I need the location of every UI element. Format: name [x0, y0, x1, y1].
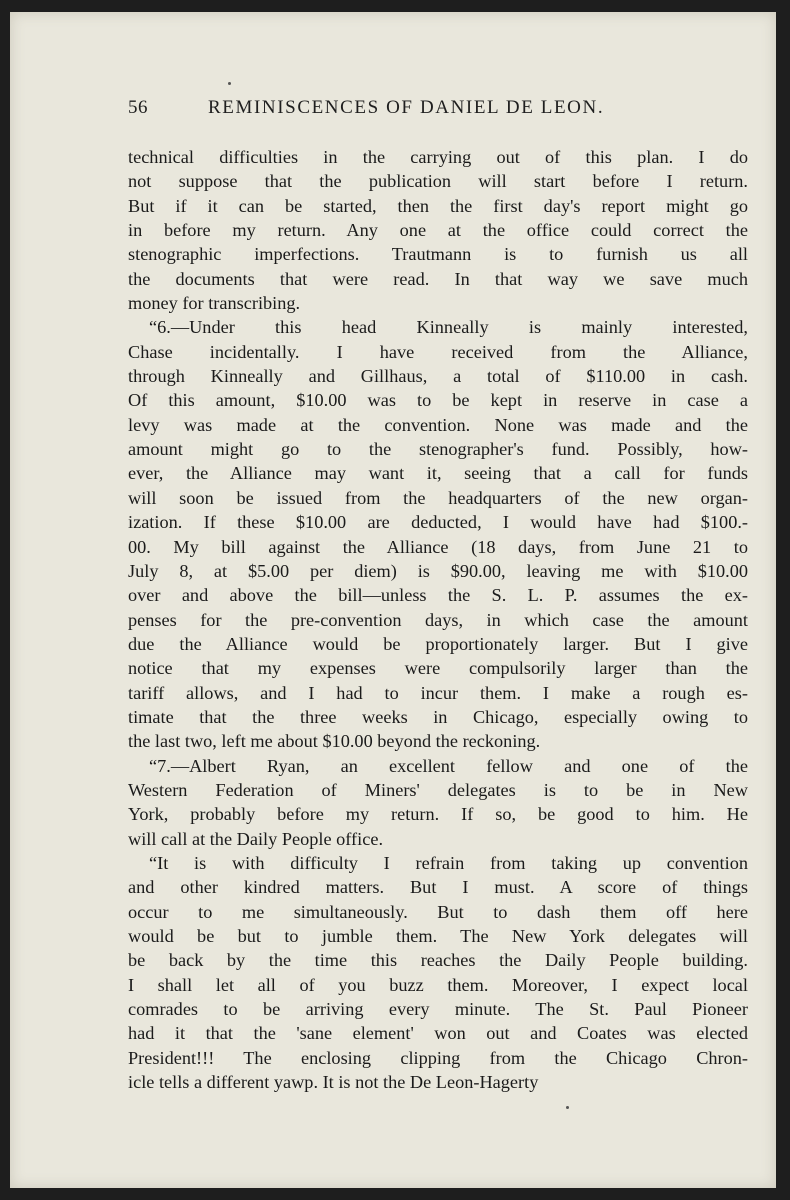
- text-line: will call at the Daily People office.: [128, 828, 384, 849]
- text-line: Chase incidentally. I have received from the Alliance,: [128, 341, 748, 362]
- text-line: But if it can be started, then the first day's report might go: [128, 195, 748, 216]
- text-line: penses for the pre-convention days, in which case the amount: [128, 609, 748, 630]
- text-line: Western Federation of Miners' delegates is to be in New: [128, 779, 748, 800]
- text-line: tariff allows, and I had to incur them. I make a rough es-: [128, 682, 748, 703]
- running-head: REMINISCENCES OF DANIEL DE LEON.: [208, 97, 605, 118]
- text-line: timate that the three weeks in Chicago, especially owing to: [128, 706, 748, 727]
- text-line: money for transcribing.: [128, 293, 301, 314]
- text-line: 00. My bill against the Alliance (18 days, from June 21 to: [128, 536, 748, 557]
- text-line: had it that the 'sane element' won out and Coates was elected: [128, 1023, 748, 1044]
- ink-speck: [566, 1106, 569, 1109]
- text-line: icle tells a different yawp. It is not the De Leon-Hagerty: [128, 1072, 539, 1093]
- text-line: due the Alliance would be proportionately larger. But I give: [128, 633, 748, 654]
- text-line: be back by the time this reaches the Daily People building.: [128, 950, 748, 971]
- text-line: occur to me simultaneously. But to dash them off here: [128, 901, 748, 922]
- paragraph: [128, 754, 748, 851]
- text-line: July 8, at $5.00 per diem) is $90.00, leaving me with $10.00: [128, 560, 748, 581]
- page-header: [114, 97, 674, 137]
- text-line: notice that my expenses were compulsorily larger than the: [128, 658, 748, 679]
- text-line: and other kindred matters. But I must. A score of things: [128, 877, 748, 898]
- text-line: the documents that were read. In that way we save much: [128, 268, 748, 289]
- text-line: over and above the bill—unless the S. L. P. assumes the ex-: [128, 585, 748, 606]
- text-line: I shall let all of you buzz them. Moreover, I expect local: [128, 974, 748, 995]
- text-line: through Kinneally and Gillhaus, a total of $110.00 in cash.: [128, 366, 748, 387]
- page-number: 56: [128, 97, 148, 118]
- text-line: the last two, left me about $10.00 beyond the reckoning.: [128, 731, 541, 752]
- text-line: in before my return. Any one at the office could correct the: [128, 220, 748, 241]
- paragraph: [128, 145, 748, 315]
- book-page: [10, 12, 776, 1188]
- text-line: Of this amount, $10.00 was to be kept in reserve in case a: [128, 390, 748, 411]
- text-line: stenographic imperfections. Trautmann is to furnish us all: [128, 244, 748, 265]
- text-line: York, probably before my return. If so, be good to him. He: [128, 804, 748, 825]
- text-line: “It is with difficulty I refrain from taking up convention: [149, 852, 748, 873]
- text-line: will soon be issued from the headquarters of the new organ-: [128, 487, 748, 508]
- body-text: [128, 145, 748, 1094]
- text-line: “6.—Under this head Kinneally is mainly interested,: [149, 317, 748, 338]
- text-line: comrades to be arriving every minute. The St. Paul Pioneer: [128, 999, 748, 1020]
- text-line: ever, the Alliance may want it, seeing that a call for funds: [128, 463, 748, 484]
- text-line: amount might go to the stenographer's fund. Possibly, how-: [128, 439, 748, 460]
- paragraph: [128, 851, 748, 1094]
- paragraph: [128, 315, 748, 753]
- text-line: President!!! The enclosing clipping from the Chicago Chron-: [128, 1047, 748, 1068]
- text-line: ization. If these $10.00 are deducted, I would have had $100.-: [128, 512, 748, 533]
- text-line: levy was made at the convention. None was made and the: [128, 414, 748, 435]
- text-line: not suppose that the publication will start before I return.: [128, 171, 748, 192]
- text-line: technical difficulties in the carrying out of this plan. I do: [128, 147, 748, 167]
- text-line: “7.—Albert Ryan, an excellent fellow and one of the: [149, 755, 748, 776]
- text-line: would be but to jumble them. The New York delegates will: [128, 926, 748, 946]
- ink-speck: [228, 82, 231, 85]
